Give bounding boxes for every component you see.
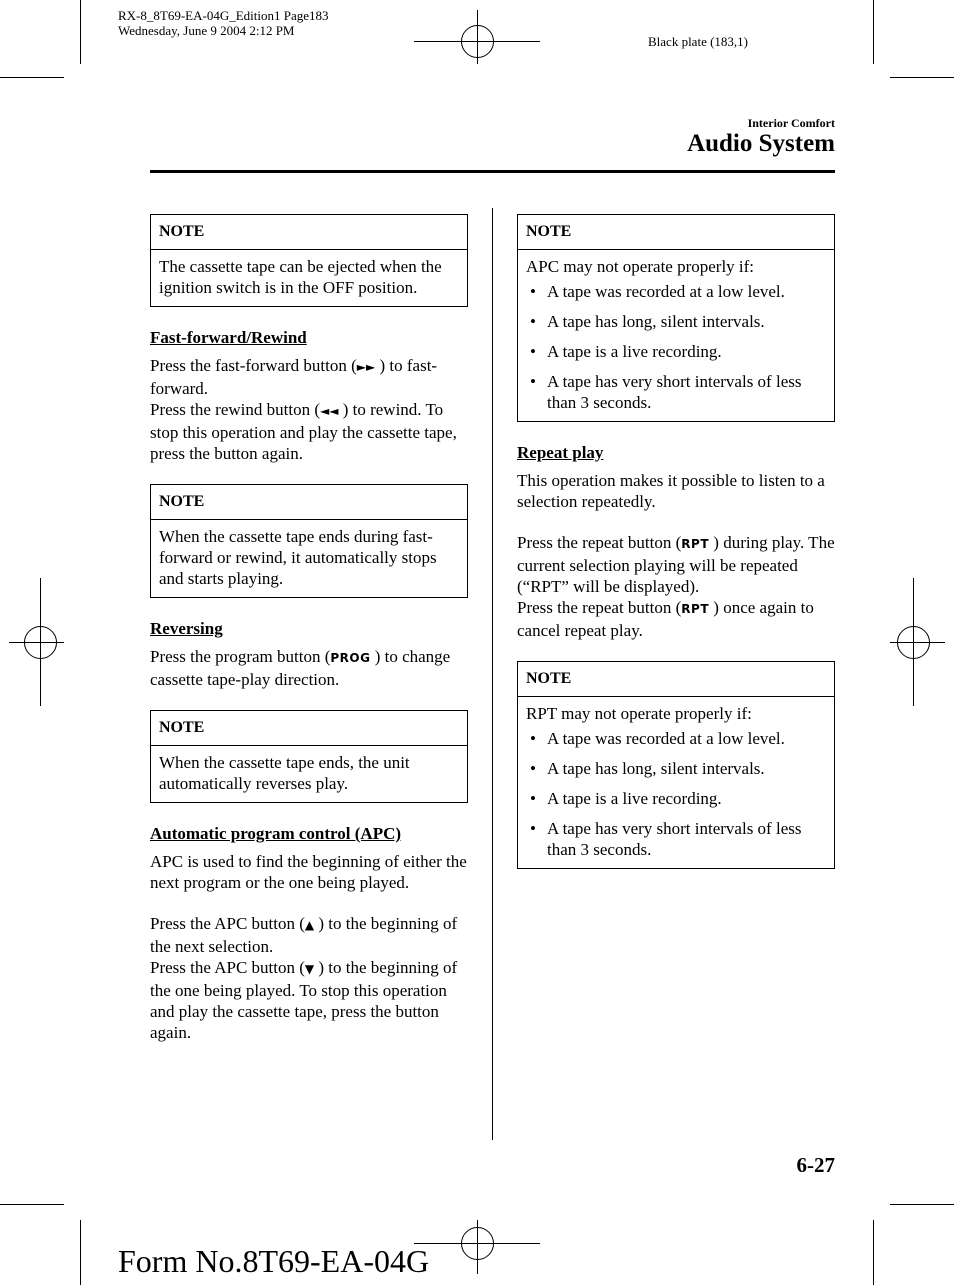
- note-intro: APC may not operate properly if:: [526, 257, 755, 276]
- down-arrow-icon: ▼: [304, 962, 315, 976]
- rewind-icon: ◄◄: [319, 404, 339, 418]
- list-item: • A tape has very short intervals of less than 3 seconds.: [526, 371, 826, 413]
- prog-button-icon: PROG: [330, 651, 371, 665]
- note-label: NOTE: [518, 662, 834, 697]
- print-meta-line1: RX-8_8T69-EA-04G_Edition1 Page183: [118, 8, 329, 23]
- plate-label: Black plate (183,1): [648, 34, 748, 49]
- paragraph: Press the APC button (▲ ) to the beginning of the next selection. Press the APC button (▼ ) to the beginning of the one being played. To stop this operation and play the cassette tape, press the button again.: [150, 914, 458, 1042]
- paragraph: Press the program button (PROG ) to change cassette tape-play direction.: [150, 647, 451, 689]
- note-intro: RPT may not operate properly if:: [526, 704, 752, 723]
- print-metadata: [118, 8, 329, 38]
- heading-reversing: Reversing: [150, 619, 223, 638]
- section-label: Interior Comfort: [747, 116, 835, 130]
- form-number: Form No.8T69-EA-04G: [118, 1243, 430, 1279]
- note-list: [526, 281, 826, 413]
- list-item: • A tape was recorded at a low level.: [526, 281, 826, 302]
- list-item: • A tape is a live recording.: [526, 788, 826, 809]
- note-list: [526, 728, 826, 860]
- note-text: When the cassette tape ends during fast-forward or rewind, it automatically stops and starts playing.: [159, 527, 437, 588]
- paragraph: APC is used to find the beginning of either the next program or the one being played.: [150, 852, 467, 892]
- note-label: NOTE: [518, 215, 834, 250]
- up-arrow-icon: ▲: [304, 918, 315, 932]
- paragraph: Press the repeat button (RPT ) during play. The current selection playing will be repeated (“RPT” will be displayed). Press the repeat button (RPT ) once again to cancel repeat play.: [517, 533, 835, 640]
- note-label: NOTE: [151, 485, 467, 520]
- heading-fast-forward-rewind: Fast-forward/Rewind: [150, 328, 307, 347]
- fast-forward-icon: ►►: [356, 360, 376, 374]
- note-label: NOTE: [151, 215, 467, 250]
- page-number: 6-27: [796, 1153, 835, 1177]
- left-column: [150, 214, 468, 1043]
- list-item: • A tape has long, silent intervals.: [526, 758, 826, 779]
- heading-repeat-play: Repeat play: [517, 443, 604, 462]
- title-rule: [150, 170, 835, 173]
- list-item: • A tape was recorded at a low level.: [526, 728, 826, 749]
- list-item: • A tape is a live recording.: [526, 341, 826, 362]
- note-box: [150, 710, 468, 803]
- heading-apc: Automatic program control (APC): [150, 824, 402, 843]
- note-box: [517, 214, 835, 422]
- note-text: The cassette tape can be ejected when the ignition switch is in the OFF position.: [159, 257, 442, 297]
- note-box: [150, 214, 468, 307]
- note-label: NOTE: [151, 711, 467, 746]
- column-divider: [492, 208, 493, 1140]
- print-meta-line2: Wednesday, June 9 2004 2:12 PM: [118, 23, 295, 38]
- note-text: When the cassette tape ends, the unit automatically reverses play.: [159, 753, 410, 793]
- page-title: Audio System: [687, 130, 835, 157]
- list-item: • A tape has very short intervals of less than 3 seconds.: [526, 818, 826, 860]
- note-box: [517, 661, 835, 869]
- note-box: [150, 484, 468, 598]
- rpt-button-icon: RPT: [681, 537, 710, 551]
- rpt-button-icon: RPT: [681, 602, 710, 616]
- list-item: • A tape has long, silent intervals.: [526, 311, 826, 332]
- paragraph: Press the fast-forward button (►► ) to fast-forward. Press the rewind button (◄◄ ) to rewind. To stop this operation and play the cassette tape, press the button again.: [150, 356, 457, 463]
- paragraph: This operation makes it possible to listen to a selection repeatedly.: [517, 471, 825, 511]
- right-column: [517, 214, 835, 889]
